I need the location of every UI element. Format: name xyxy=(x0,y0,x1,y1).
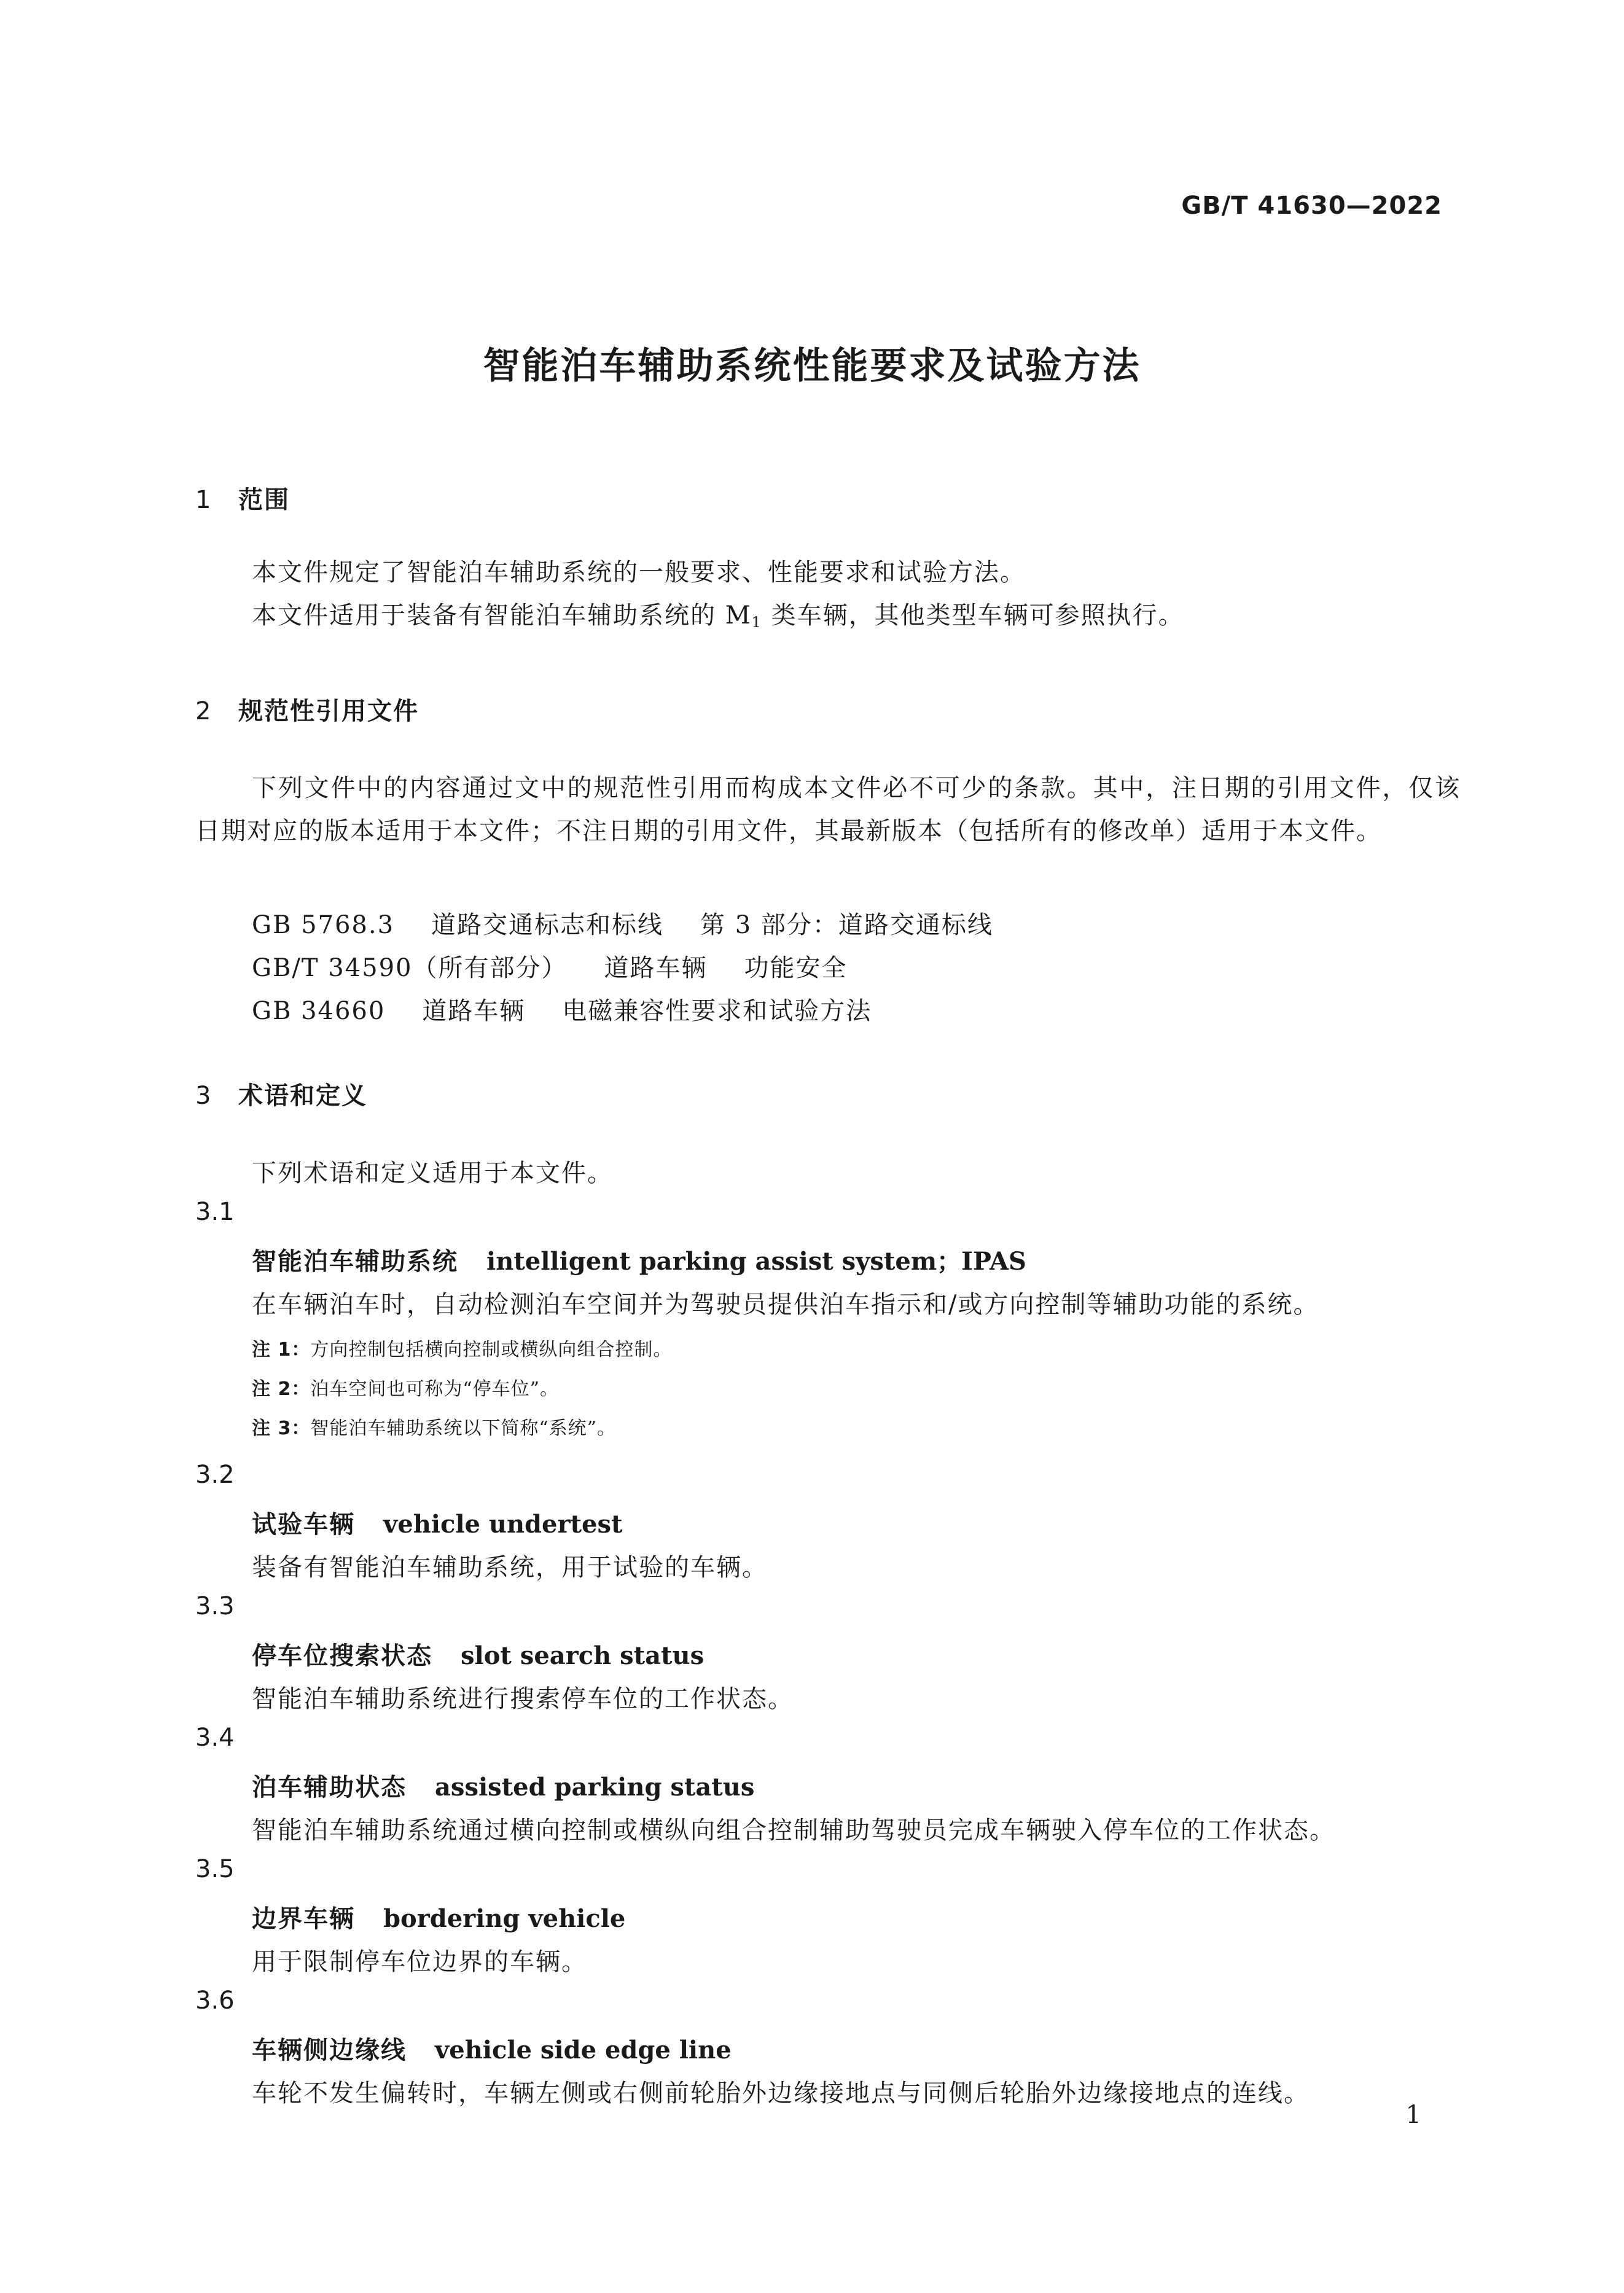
page-number: 1 xyxy=(1405,2101,1421,2129)
section-title: 范围 xyxy=(238,486,290,514)
term-chinese: 泊车辅助状态 xyxy=(252,1773,407,1802)
clause-number: 3.5 xyxy=(195,1855,235,1883)
term-note xyxy=(252,1373,559,1400)
term-english: assisted parking status xyxy=(435,1773,755,1802)
term-chinese: 智能泊车辅助系统 xyxy=(252,1248,458,1276)
scope-p2-text-before: 本文件适用于装备有智能泊车辅助系统的 M xyxy=(252,601,752,630)
reference-title-part2: 功能安全 xyxy=(744,954,848,982)
note-label: 注 1： xyxy=(252,1339,311,1361)
scope-p2-text-after: 类车辆，其他类型车辆可参照执行。 xyxy=(762,601,1184,630)
scope-p2-subscript: 1 xyxy=(751,614,762,631)
term-chinese: 试验车辆 xyxy=(252,1510,355,1539)
reference-title-part1: 道路车辆 xyxy=(422,997,526,1025)
term-chinese: 车辆侧边缘线 xyxy=(252,2036,407,2064)
term-definition: 智能泊车辅助系统通过横向控制或横纵向组合控制辅助驾驶员完成车辆驶入停车位的工作状态。 xyxy=(252,1816,1335,1845)
section-2-heading xyxy=(195,692,419,727)
clause-number: 3.4 xyxy=(195,1724,235,1752)
reference-item xyxy=(252,991,872,1026)
term-english: vehicle undertest xyxy=(383,1510,623,1539)
term-note xyxy=(252,1413,616,1440)
note-label: 注 2： xyxy=(252,1378,311,1400)
reference-item xyxy=(252,905,993,940)
standard-code: GB/T 41630—2022 xyxy=(1181,192,1442,220)
clause-number: 3.3 xyxy=(195,1592,235,1620)
clause-number: 3.6 xyxy=(195,1986,235,2015)
term-note xyxy=(252,1334,672,1361)
reference-title-part1: 道路交通标志和标线 xyxy=(431,911,664,939)
reference-title-part1: 道路车辆 xyxy=(604,954,708,982)
note-text: 方向控制包括横向控制或横纵向组合控制。 xyxy=(310,1339,673,1361)
section-1-heading xyxy=(195,480,290,515)
section-title: 术语和定义 xyxy=(238,1082,367,1110)
reference-title-part2: 电磁兼容性要求和试验方法 xyxy=(562,997,872,1025)
note-label: 注 3： xyxy=(252,1418,311,1439)
term-definition: 智能泊车辅助系统进行搜索停车位的工作状态。 xyxy=(252,1685,794,1713)
term-definition: 装备有智能泊车辅助系统，用于试验的车辆。 xyxy=(252,1553,768,1582)
term-entry xyxy=(252,1636,704,1671)
term-entry xyxy=(252,2031,732,2066)
term-definition: 用于限制停车位边界的车辆。 xyxy=(252,1948,587,1976)
clause-number: 3.1 xyxy=(195,1198,235,1226)
term-chinese: 停车位搜索状态 xyxy=(252,1642,432,1670)
term-chinese: 边界车辆 xyxy=(252,1905,355,1933)
section-number: 2 xyxy=(195,697,213,725)
section-3-heading xyxy=(195,1076,367,1111)
clause-number: 3.2 xyxy=(195,1461,235,1489)
reference-code: GB 5768.3 xyxy=(252,911,395,939)
document-title: 智能泊车辅助系统性能要求及试验方法 xyxy=(483,345,1141,388)
term-english: intelligent parking assist system；IPAS xyxy=(486,1247,1026,1276)
reference-code: GB/T 34590（所有部分） xyxy=(252,954,568,982)
normative-references-intro: 下列文件中的内容通过文中的规范性引用而构成本文件必不可少的条款。其中，注日期的引用文件，仅该日期对应的版本适用于本文件；不注日期的引用文件，其最新版本（包括所有的修改单）适用于本文件。 xyxy=(195,774,1461,845)
scope-paragraph-1: 本文件规定了智能泊车辅助系统的一般要求、性能要求和试验方法。 xyxy=(252,558,1026,587)
term-entry xyxy=(252,1899,625,1934)
scope-paragraph-2 xyxy=(252,596,1184,631)
term-definition: 车轮不发生偏转时，车辆左侧或右侧前轮胎外边缘接地点与同侧后轮胎外边缘接地点的连线。 xyxy=(252,2079,1310,2107)
term-definition: 在车辆泊车时，自动检测泊车空间并为驾驶员提供泊车指示和/或方向控制等辅助功能的系统。 xyxy=(252,1291,1319,1319)
term-entry xyxy=(252,1505,622,1540)
note-text: 智能泊车辅助系统以下简称“系统”。 xyxy=(310,1418,617,1439)
section-title: 规范性引用文件 xyxy=(238,697,419,725)
section-number: 1 xyxy=(195,486,213,514)
reference-code: GB 34660 xyxy=(252,997,386,1025)
reference-title-part2: 第 3 部分：道路交通标线 xyxy=(700,911,993,939)
term-english: slot search status xyxy=(461,1641,705,1670)
term-entry xyxy=(252,1768,754,1803)
note-text: 泊车空间也可称为“停车位”。 xyxy=(310,1378,560,1400)
reference-item xyxy=(252,948,847,983)
section-number: 3 xyxy=(195,1082,213,1110)
term-entry xyxy=(252,1242,1026,1277)
term-english: vehicle side edge line xyxy=(435,2036,732,2064)
terms-intro: 下列术语和定义适用于本文件。 xyxy=(252,1159,613,1187)
term-english: bordering vehicle xyxy=(383,1904,626,1933)
